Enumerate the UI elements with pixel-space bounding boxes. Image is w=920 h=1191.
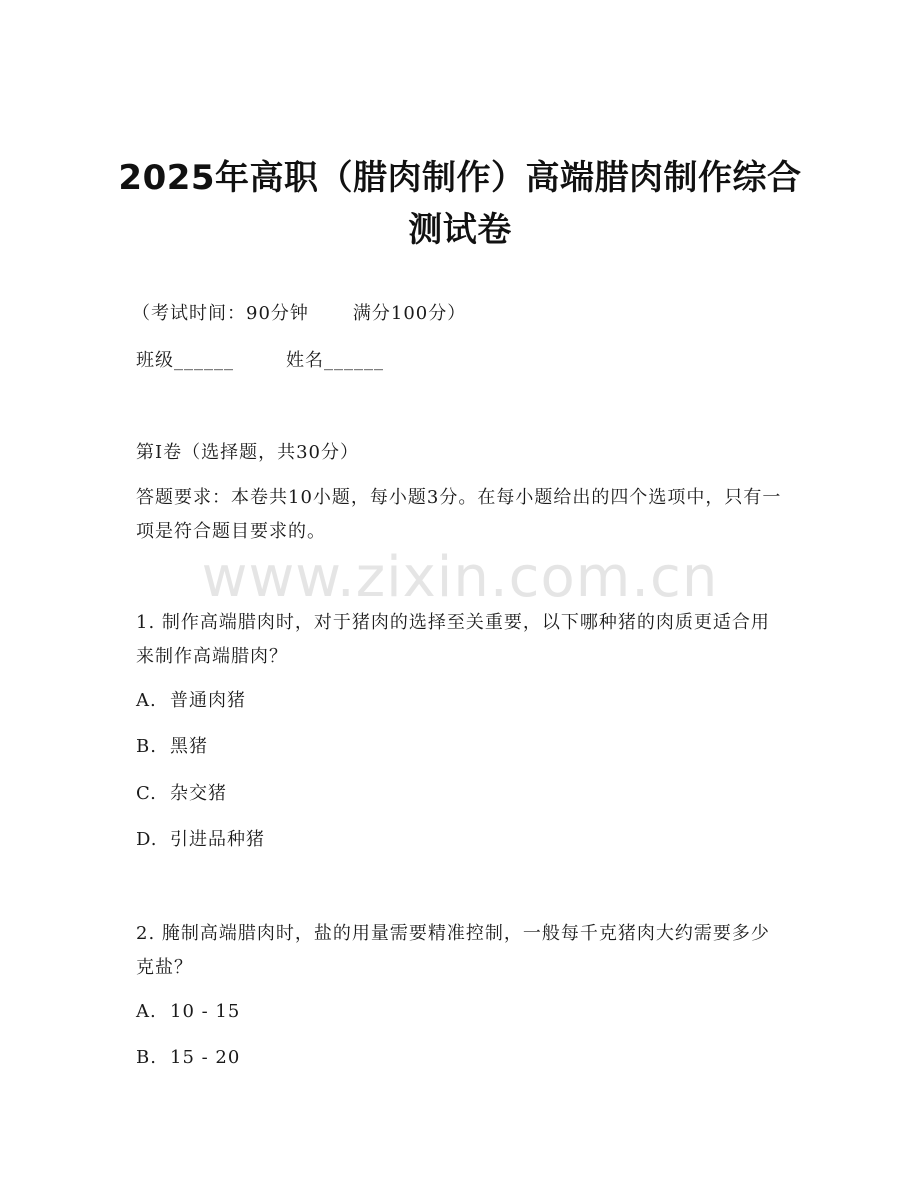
question-1-option-b	[136, 732, 208, 762]
exam-info	[132, 299, 466, 329]
question-1-stem: 1. 制作高端腊肉时，对于猪肉的选择至关重要，以下哪种猪的肉质更适合用来制作高端腊肉？	[136, 612, 770, 667]
student-fields	[136, 346, 384, 376]
option-label: C.	[136, 783, 157, 804]
option-text: 15 - 20	[170, 1047, 241, 1068]
section-instructions: 答题要求：本卷共10小题，每小题3分。在每小题给出的四个选项中，只有一项是符合题目要求的。	[136, 487, 782, 542]
option-label: A.	[136, 1001, 157, 1022]
title-line-1: 2025年高职（腊肉制作）高端腊肉制作综合	[118, 158, 802, 198]
class-field: 班级______	[136, 350, 234, 371]
question-2-option-a	[136, 997, 240, 1027]
option-text: 杂交猪	[170, 783, 227, 804]
option-text: 普通肉猪	[170, 690, 246, 711]
exam-time: （考试时间：90分钟	[132, 303, 309, 324]
option-text: 黑猪	[170, 736, 208, 757]
question-2-stem: 2. 腌制高端腊肉时，盐的用量需要精准控制，一般每千克猪肉大约需要多少克盐？	[136, 923, 770, 978]
option-label: A.	[136, 690, 157, 711]
option-text: 引进品种猪	[170, 829, 265, 850]
question-1-option-c	[136, 779, 227, 809]
watermark: www.zixin.com.cn	[201, 545, 719, 610]
name-field: 姓名______	[286, 350, 384, 371]
title-line-2: 测试卷	[408, 210, 512, 250]
option-label: B.	[136, 736, 157, 757]
exam-score: 满分100分）	[352, 303, 467, 324]
question-1-option-a	[136, 686, 246, 716]
option-label: B.	[136, 1047, 157, 1068]
question-1-option-d	[136, 825, 265, 855]
page-title	[100, 152, 820, 256]
question-2-option-b	[136, 1043, 240, 1073]
section-heading: 第I卷（选择题，共30分）	[136, 442, 360, 463]
option-label: D.	[136, 829, 158, 850]
option-text: 10 - 15	[170, 1001, 241, 1022]
